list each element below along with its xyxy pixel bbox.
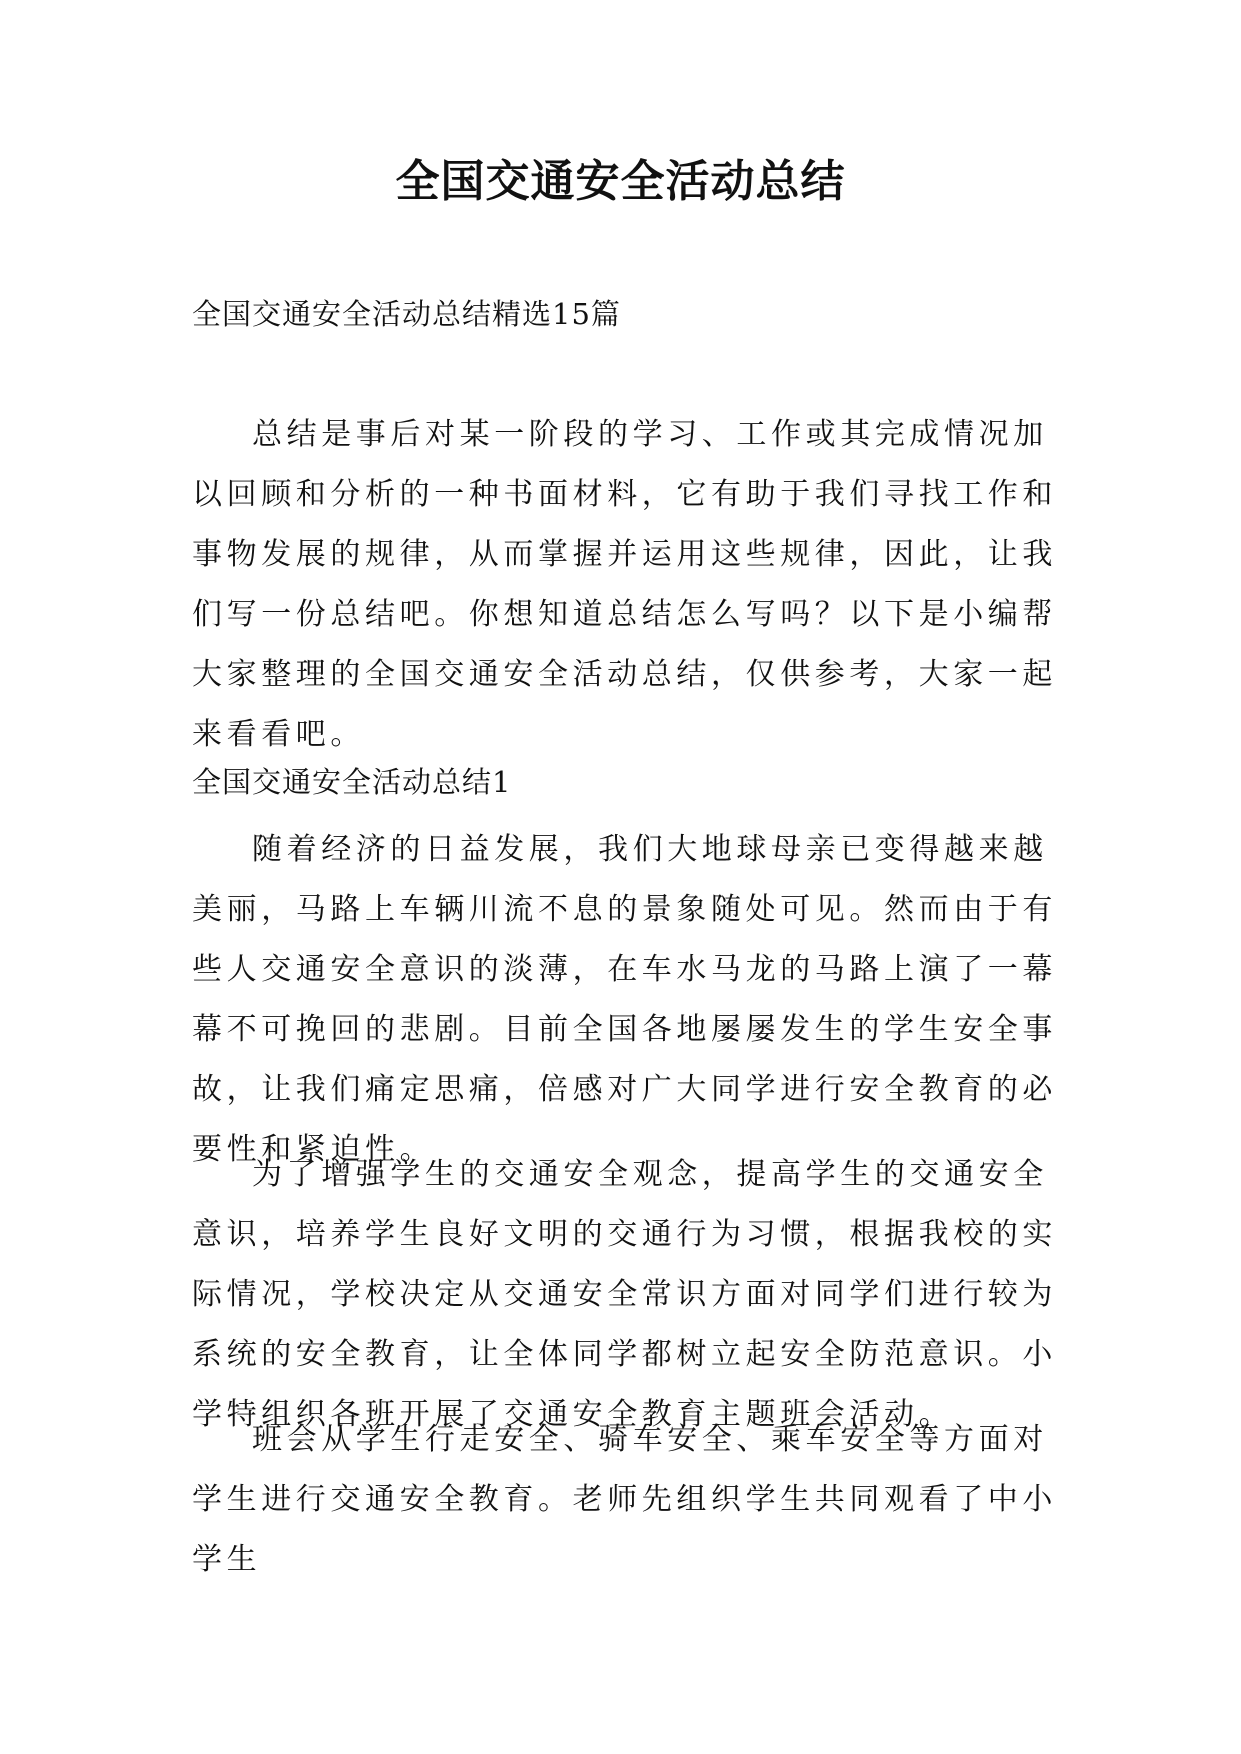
body-paragraph: 为了增强学生的交通安全观念，提高学生的交通安全意识，培养学生良好文明的交通行为习惯，根据我校的实际情况，学校决定从交通安全常识方面对同学们进行较为系统的安全教育，让全体同学都树立起安全防范意识。小学特组织各班开展了交通安全教育主题班会活动。 (192, 1157, 1057, 1432)
body-paragraph: 班会从学生行走安全、骑车安全、乘车安全等方面对学生进行交通安全教育。老师先组织学生共同观看了中小学生 (192, 1422, 1057, 1577)
body-paragraph: 随着经济的日益发展，我们大地球母亲已变得越来越美丽，马路上车辆川流不息的景象随处可见。然而由于有些人交通安全意识的淡薄，在车水马龙的马路上演了一幕幕不可挽回的悲剧。目前全国各地屡屡发生的学生安全事故，让我们痛定思痛，倍感对广大同学进行安全教育的必要性和紧迫性。 (192, 832, 1057, 1167)
section-heading: 全国交通安全活动总结1 (192, 765, 512, 799)
intro-paragraph: 总结是事后对某一阶段的学习、工作或其完成情况加以回顾和分析的一种书面材料，它有助于我们寻找工作和事物发展的规律，从而掌握并运用这些规律，因此，让我们写一份总结吧。你想知道总结怎么写吗？以下是小编帮大家整理的全国交通安全活动总结，仅供参考，大家一起来看看吧。 (192, 417, 1057, 752)
document-subtitle: 全国交通安全活动总结精选15篇 (192, 297, 621, 331)
document-title: 全国交通安全活动总结 (395, 156, 846, 207)
